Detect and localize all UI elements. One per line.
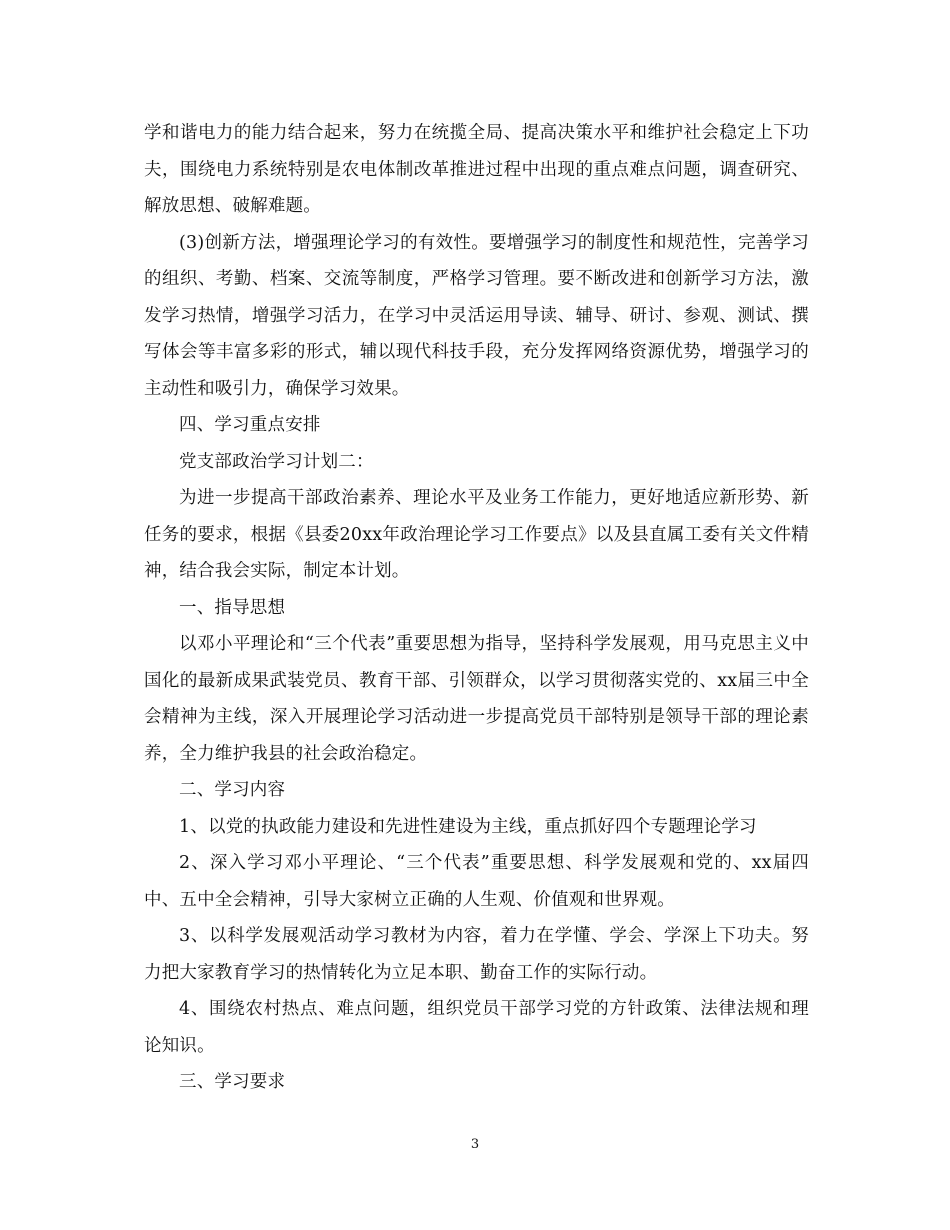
paragraph-continuation: 学和谐电力的能力结合起来，努力在统揽全局、提高决策水平和维护社会稳定上下功夫，围绕电力系统特别是农电体制改革推进过程中出现的重点难点问题，调查研究、解放思想、破解难题。 <box>144 123 809 216</box>
list-item-content-1: 1、以党的执政能力建设和先进性建设为主线，重点抓好四个专题理论学习 <box>179 816 757 837</box>
paragraph-guiding-thought: 以邓小平理论和“三个代表”重要思想为指导，坚持科学发展观，用马克思主义中国化的最新成果武装党员、教育干部、引领群众，以学习贯彻落实党的、xx届三中全会精神为主线，深入开展理论学习活动进一步提高党员干部特别是领导干部的理论素养，全力维护我县的社会政治稳定。 <box>144 634 809 764</box>
page-number: 3 <box>470 1137 480 1152</box>
heading-plan-two: 党支部政治学习计划二： <box>179 451 374 472</box>
heading-guiding-thought: 一、指导思想 <box>179 597 286 618</box>
document-body <box>144 115 809 1101</box>
heading-study-content: 二、学习内容 <box>179 780 286 800</box>
list-item-content-2: 2、深入学习邓小平理论、“三个代表”重要思想、科学发展观和党的、xx届四中、五中全会精神，引导大家树立正确的人生观、价值观和世界观。 <box>144 853 809 910</box>
heading-study-requirements: 三、学习要求 <box>179 1072 286 1092</box>
list-item-content-3: 3、以科学发展观活动学习教材为内容，着力在学懂、学会、学深上下功夫。努力把大家教育学习的热情转化为立足本职、勤奋工作的实际行动。 <box>144 926 809 983</box>
paragraph-innovate-methods: (3)创新方法，增强理论学习的有效性。要增强学习的制度性和规范性，完善学习的组织、考勤、档案、交流等制度，严格学习管理。要不断改进和创新学习方法，激发学习热情，增强学习活力，在学习中灵活运用导读、辅导、研讨、参观、测试、撰写体会等丰富多彩的形式，辅以现代科技手段，充分发挥网络资源优势，增强学习的主动性和吸引力，确保学习效果。 <box>144 232 809 399</box>
paragraph-plan-intro: 为进一步提高干部政治素养、理论水平及业务工作能力，更好地适应新形势、新任务的要求，根据《县委20xx年政治理论学习工作要点》以及县直属工委有关文件精神，结合我会实际，制定本计划。 <box>144 488 809 581</box>
heading-study-focus: 四、学习重点安排 <box>179 415 321 435</box>
list-item-content-4: 4、围绕农村热点、难点问题，组织党员干部学习党的方针政策、法律法规和理论知识。 <box>144 999 809 1056</box>
